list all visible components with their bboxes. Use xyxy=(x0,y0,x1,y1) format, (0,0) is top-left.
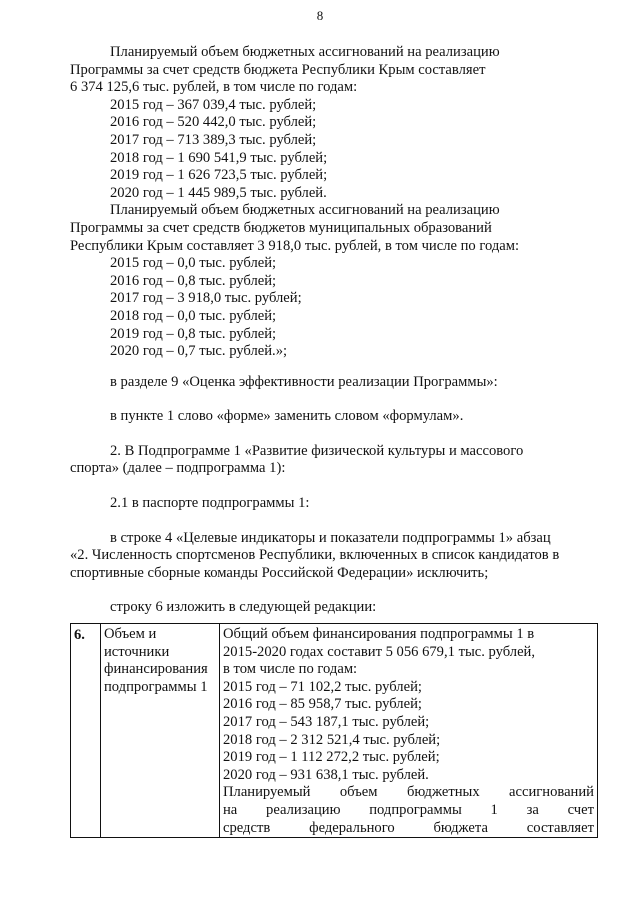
row4-instruction-line: «2. Численность спортсменов Республики, включенных в список кандидатов в xyxy=(70,547,560,564)
year-item: 2015 год – 0,0 тыс. рублей; xyxy=(110,255,277,272)
year-item: 2017 год – 713 389,3 тыс. рублей; xyxy=(110,131,317,148)
page-number: 8 xyxy=(316,8,324,23)
point1-instruction: в пункте 1 слово «форме» заменить словом «формулам». xyxy=(110,408,464,425)
row-number: 6. xyxy=(71,624,101,838)
row-label-line: источники xyxy=(104,643,170,660)
paragraph-line: Планируемый объем бюджетных ассигнований на реализацию xyxy=(110,202,500,219)
passport-instruction: 2.1 в паспорте подпрограммы 1: xyxy=(110,495,310,512)
year-item: 2017 год – 3 918,0 тыс. рублей; xyxy=(110,290,302,307)
row-content-line: 2019 год – 1 112 272,2 тыс. рублей; xyxy=(223,749,440,766)
year-item: 2016 год – 0,8 тыс. рублей; xyxy=(110,272,277,289)
paragraph-budget-municipal xyxy=(70,202,596,360)
paragraph-line: Программы за счет средств бюджетов муниципальных образований xyxy=(70,219,492,236)
row6-instruction: строку 6 изложить в следующей редакции: xyxy=(110,599,377,616)
year-item: 2019 год – 0,8 тыс. рублей; xyxy=(110,325,277,342)
row-content-line: 2015-2020 годах составит 5 056 679,1 тыс. рублей, xyxy=(223,643,536,660)
paragraph-line: Программы за счет средств бюджета Республики Крым составляет xyxy=(70,61,486,78)
paragraph-line: Республики Крым составляет 3 918,0 тыс. рублей, в том числе по годам: xyxy=(70,237,520,254)
year-list xyxy=(70,97,596,203)
row-label-line: подпрограммы 1 xyxy=(104,678,208,695)
financing-table xyxy=(70,623,598,838)
row-content-line: 2018 год – 2 312 521,4 тыс. рублей; xyxy=(223,731,441,748)
year-item: 2018 год – 1 690 541,9 тыс. рублей; xyxy=(110,149,328,166)
row-label-line: финансирования xyxy=(104,661,208,678)
year-item: 2020 год – 0,7 тыс. рублей.»; xyxy=(110,343,288,360)
subprogram-heading-line: спорта» (далее – подпрограмма 1): xyxy=(70,460,286,477)
row-content-cell xyxy=(220,624,598,838)
year-item: 2020 год – 1 445 989,5 тыс. рублей. xyxy=(110,184,327,201)
year-list xyxy=(70,255,596,361)
paragraph-line: 6 374 125,6 тыс. рублей, в том числе по годам: xyxy=(70,79,358,96)
row-content-line: в том числе по годам: xyxy=(223,661,358,678)
row-label-cell xyxy=(101,624,220,838)
document-body xyxy=(70,44,596,617)
row-label-line: Объем и xyxy=(104,626,157,642)
row-content-line: 2020 год – 931 638,1 тыс. рублей. xyxy=(223,766,429,783)
year-item: 2015 год – 367 039,4 тыс. рублей; xyxy=(110,96,317,113)
year-item: 2019 год – 1 626 723,5 тыс. рублей; xyxy=(110,167,328,184)
row4-instruction-line: спортивные сборные команды Российской Федерации» исключить; xyxy=(70,564,489,581)
section9-instruction: в разделе 9 «Оценка эффективности реализации Программы»: xyxy=(110,373,498,390)
row-content-line: Общий объем финансирования подпрограммы 1 в xyxy=(223,626,535,642)
table-row xyxy=(71,624,598,838)
paragraph-line: Планируемый объем бюджетных ассигнований на реализацию xyxy=(110,44,500,60)
year-item: 2016 год – 520 442,0 тыс. рублей; xyxy=(110,114,317,131)
row4-instruction-line: в строке 4 «Целевые индикаторы и показатели подпрограммы 1» абзац xyxy=(110,529,551,546)
row-content-line: 2017 год – 543 187,1 тыс. рублей; xyxy=(223,713,430,730)
year-item: 2018 год – 0,0 тыс. рублей; xyxy=(110,307,277,324)
row-content-line: 2016 год – 85 958,7 тыс. рублей; xyxy=(223,696,422,713)
row-content-line: средств федерального бюджета составляет xyxy=(223,819,594,836)
row-content-line: Планируемый объем бюджетных ассигнований xyxy=(223,784,594,801)
row-content-line: 2015 год – 71 102,2 тыс. рублей; xyxy=(223,678,422,695)
subprogram-heading-line: 2. В Подпрограмме 1 «Развитие физической культуры и массового xyxy=(110,442,524,459)
row-content-line: на реализацию подпрограммы 1 за счет xyxy=(223,801,594,818)
paragraph-budget-republic xyxy=(70,44,596,202)
